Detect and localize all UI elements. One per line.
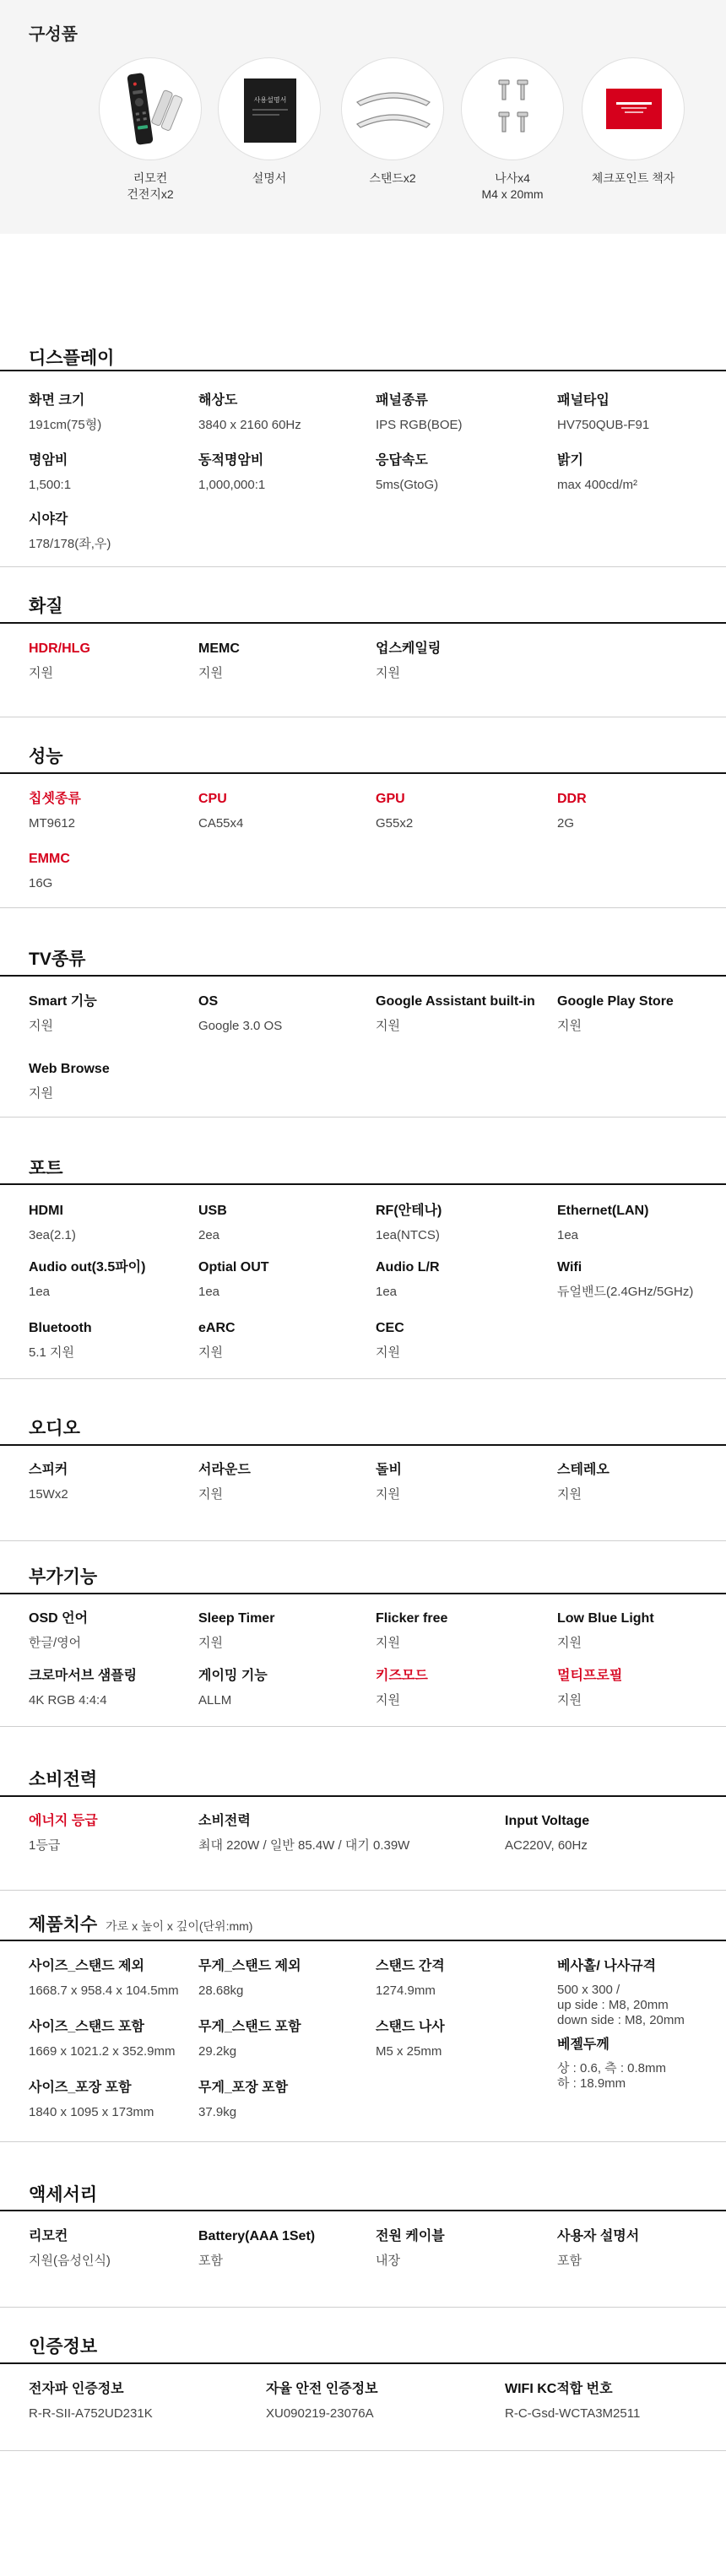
section-divider [0, 2210, 726, 2211]
spec-os [198, 993, 376, 1035]
ports-section [0, 1155, 726, 1379]
spec-label: 에너지 등급 [29, 1814, 98, 1828]
spec-osd-language [29, 1610, 206, 1652]
spec-label: RF(안테나) [376, 1204, 442, 1218]
spec-value: 지원 [376, 1693, 400, 1707]
spec-label: 사이즈_스탠드 포함 [29, 2020, 144, 2034]
spec-label: 사용자 설명서 [557, 2229, 640, 2243]
spec-wifi [557, 1259, 726, 1301]
spec-dolby [376, 1462, 553, 1503]
spec-value: 1,000,000:1 [198, 478, 266, 492]
spec-label: Ethernet(LAN) [557, 1204, 649, 1218]
tv-type-title: TV종류 [29, 950, 86, 969]
spec-label: Audio L/R [376, 1260, 440, 1274]
spec-size-packed [29, 2080, 206, 2121]
spec-value: 상 : 0.6, 측 : 0.8mm 하 : 18.9mm [557, 2061, 667, 2091]
spec-value: Google 3.0 OS [198, 1019, 283, 1033]
spec-emc-cert [29, 2381, 206, 2422]
spec-value: 191cm(75형) [29, 418, 102, 432]
spec-label: OSD 언어 [29, 1611, 89, 1626]
spec-value: 28.68kg [198, 1983, 244, 1998]
spec-label: 무게_스탠드 제외 [198, 1959, 301, 1973]
spec-label: USB [198, 1204, 227, 1218]
spec-value: 지원 [198, 1487, 223, 1502]
audio-section [0, 1415, 726, 1541]
spec-label: Google Assistant built-in [376, 994, 535, 1009]
spec-remote [29, 2228, 206, 2270]
spec-value: 지원 [557, 1693, 582, 1707]
spec-wifi-kc [505, 2381, 682, 2422]
spec-label: 패널종류 [376, 393, 428, 408]
spec-value: 지원 [376, 1636, 400, 1650]
component-remote [83, 57, 218, 203]
section-divider [0, 1117, 726, 1118]
spec-label: 스탠드 간격 [376, 1959, 445, 1973]
spec-label: Audio out(3.5파이) [29, 1260, 146, 1274]
spec-label: 멀티프로필 [557, 1669, 623, 1683]
spec-weight-with-stand [198, 2019, 376, 2060]
manual-cover-text: 사용설명서 [253, 96, 287, 104]
spec-memc [198, 641, 376, 682]
spec-sleep-timer [198, 1610, 376, 1652]
spec-value: 1,500:1 [29, 478, 72, 492]
spec-power-cable [376, 2228, 553, 2270]
spec-label: Smart 기능 [29, 994, 97, 1009]
stand-icon [341, 57, 444, 160]
spec-label: 명암비 [29, 453, 68, 468]
spec-size-no-stand [29, 1958, 206, 2000]
extra-section [0, 1563, 726, 1727]
certification-section [0, 2333, 726, 2451]
spec-value: 1ea [198, 1285, 220, 1299]
spec-value: 1등급 [29, 1838, 61, 1853]
section-divider [0, 1183, 726, 1185]
section-divider [0, 1795, 726, 1797]
spec-label: 무게_포장 포함 [198, 2081, 289, 2095]
spec-label: 크로마서브 샘플링 [29, 1669, 138, 1683]
spec-value: 최대 220W / 일반 85.4W / 대기 0.39W [198, 1838, 410, 1853]
spec-gpu [376, 791, 553, 832]
spec-hdr [29, 641, 206, 682]
spec-label: EMMC [29, 852, 70, 866]
spec-earc [198, 1320, 376, 1361]
picture-section [0, 593, 726, 717]
spec-label: Sleep Timer [198, 1611, 275, 1626]
spec-value: 지원 [557, 1019, 582, 1033]
spec-value: 1ea [29, 1285, 51, 1299]
spec-vesa [557, 1958, 726, 2028]
spec-value: 지원 [29, 1019, 53, 1033]
spec-label: GPU [376, 792, 405, 806]
component-booklet [566, 57, 701, 187]
dimensions-title-text: 제품치수 [29, 1915, 98, 1935]
spec-value: MT9612 [29, 816, 76, 831]
spec-label: 업스케일링 [376, 641, 442, 656]
spec-cec [376, 1320, 553, 1361]
spec-value: 16G [29, 876, 53, 890]
display-section [0, 344, 726, 567]
spec-label: 키즈모드 [376, 1669, 428, 1683]
spec-chroma-subsampling [29, 1668, 206, 1709]
spec-panel-type [557, 392, 726, 434]
spec-label: 스탠드 나사 [376, 2020, 445, 2034]
remote-icon [99, 57, 202, 160]
spec-audio-lr [376, 1259, 553, 1301]
section-divider [0, 2362, 726, 2364]
spec-label: 밝기 [557, 453, 583, 468]
spec-speaker [29, 1462, 206, 1503]
spec-value: R-R-SII-A752UD231K [29, 2406, 153, 2421]
power-title: 소비전력 [29, 1770, 98, 1789]
component-label: 리모컨 [133, 171, 168, 185]
spec-viewing-angle [29, 511, 206, 553]
spec-value: G55x2 [376, 816, 414, 831]
tv-type-section [0, 945, 726, 1118]
component-manual [202, 57, 337, 187]
spec-value: 2ea [198, 1228, 220, 1242]
spec-value: 지원 [376, 666, 400, 680]
spec-label: Web Browse [29, 1062, 110, 1076]
section-divider [0, 1726, 726, 1727]
spec-label: 자율 안전 인증정보 [266, 2382, 378, 2396]
section-divider [0, 772, 726, 774]
spec-label: 전원 케이블 [376, 2229, 445, 2243]
section-divider [0, 1940, 726, 1941]
spec-label: 화면 크기 [29, 393, 85, 408]
screw-icon [461, 57, 564, 160]
section-divider [0, 1378, 726, 1379]
spec-value: XU090219-23076A [266, 2406, 374, 2421]
spec-label: OS [198, 994, 219, 1009]
component-label-sub: M4 x 20mm [481, 187, 544, 201]
spec-label: 사이즈_포장 포함 [29, 2081, 132, 2095]
spec-value: 지원 [557, 1487, 582, 1502]
spec-label: 서라운드 [198, 1463, 251, 1477]
spec-value: 15Wx2 [29, 1487, 68, 1502]
spec-label: CPU [198, 792, 227, 806]
performance-title: 성능 [29, 747, 63, 766]
section-divider [0, 907, 726, 908]
extra-title: 부가기능 [29, 1567, 98, 1587]
spec-label: 소비전력 [198, 1814, 251, 1828]
spec-screen-size [29, 392, 206, 434]
section-divider [0, 2141, 726, 2142]
spec-optical-out [198, 1259, 376, 1301]
component-label: 스탠드x2 [369, 171, 416, 185]
spec-cpu [198, 791, 376, 832]
spec-label: 스피커 [29, 1463, 68, 1477]
spec-label: 베젤두께 [557, 2038, 610, 2052]
spec-rf [376, 1203, 553, 1244]
spec-label: MEMC [198, 641, 240, 656]
accessories-title: 액세서리 [29, 2185, 98, 2205]
certification-title: 인증정보 [29, 2337, 98, 2357]
spec-value: AC220V, 60Hz [505, 1838, 588, 1853]
spec-label: 베사홀/ 나사규격 [557, 1959, 657, 1973]
spec-value: 한글/영어 [29, 1636, 82, 1650]
component-stand [325, 57, 460, 187]
power-section [0, 1766, 726, 1891]
spec-label: 무게_스탠드 포함 [198, 2020, 301, 2034]
spec-panel-kind [376, 392, 553, 434]
spec-upscaling [376, 641, 553, 682]
spec-value: 지원 [557, 1636, 582, 1650]
spec-stereo [557, 1462, 726, 1503]
spec-input-voltage [505, 1813, 682, 1854]
spec-value: 37.9kg [198, 2105, 237, 2119]
spec-label: 시야각 [29, 512, 68, 527]
spec-play-store [557, 993, 726, 1035]
spec-label: DDR [557, 792, 587, 806]
accessories-section [0, 2181, 726, 2308]
spec-value: CA55x4 [198, 816, 244, 831]
spec-bluetooth [29, 1320, 206, 1361]
picture-title: 화질 [29, 597, 63, 616]
spec-value: 내장 [376, 2254, 400, 2268]
spec-value: 1668.7 x 958.4 x 104.5mm [29, 1983, 179, 1998]
spec-battery [198, 2228, 376, 2270]
spec-label: 동적명암비 [198, 453, 264, 468]
components-title: 구성품 [29, 25, 78, 44]
dimensions-title [29, 1911, 252, 1936]
spec-label: Low Blue Light [557, 1611, 654, 1626]
spec-label: CEC [376, 1321, 404, 1335]
spec-web-browse [29, 1061, 206, 1102]
component-label: 나사x4 [495, 171, 530, 185]
spec-value: 지원 [376, 1019, 400, 1033]
spec-value: 1840 x 1095 x 173mm [29, 2105, 154, 2119]
spec-label: 스테레오 [557, 1463, 610, 1477]
spec-value: 1ea [376, 1285, 398, 1299]
spec-ddr [557, 791, 726, 832]
spec-value: 5ms(GtoG) [376, 478, 439, 492]
section-divider [0, 1540, 726, 1541]
spec-value: 1669 x 1021.2 x 352.9mm [29, 2044, 176, 2059]
component-label: 설명서 [252, 171, 287, 185]
spec-emmc [29, 851, 206, 892]
spec-usb [198, 1203, 376, 1244]
spec-value: 지원 [376, 1487, 400, 1502]
component-screws [445, 57, 580, 203]
spec-label: Wifi [557, 1260, 582, 1274]
spec-value: 지원 [198, 1345, 223, 1360]
spec-label: 패널타입 [557, 393, 610, 408]
spec-value: 지원 [198, 1636, 223, 1650]
spec-label: 해상도 [198, 393, 238, 408]
spec-safety-cert [266, 2381, 443, 2422]
spec-label: WIFI KC적합 번호 [505, 2382, 613, 2396]
spec-gaming [198, 1668, 376, 1709]
spec-bezel [557, 2037, 726, 2092]
section-divider [0, 975, 726, 977]
spec-contrast [29, 452, 206, 494]
spec-value: 지원 [29, 666, 53, 680]
section-divider [0, 622, 726, 624]
spec-label: 리모컨 [29, 2229, 68, 2243]
section-divider [0, 370, 726, 371]
spec-label: Optial OUT [198, 1260, 269, 1274]
spec-value: 1ea(NTCS) [376, 1228, 440, 1242]
spec-label: HDMI [29, 1204, 63, 1218]
section-divider [0, 566, 726, 567]
spec-value: 지원 [376, 1345, 400, 1360]
spec-response-time [376, 452, 553, 494]
spec-label: 돌비 [376, 1463, 402, 1477]
spec-stand-screw [376, 2019, 553, 2060]
spec-hdmi [29, 1203, 206, 1244]
spec-value: 3840 x 2160 60Hz [198, 418, 301, 432]
section-divider [0, 2307, 726, 2308]
spec-value: 1274.9mm [376, 1983, 436, 1998]
spec-label: 전자파 인증정보 [29, 2382, 124, 2396]
spec-power-consumption [198, 1813, 485, 1854]
spec-ethernet [557, 1203, 726, 1244]
section-divider [0, 1593, 726, 1594]
spec-value: 178/178(좌,우) [29, 537, 111, 551]
spec-user-manual [557, 2228, 726, 2270]
spec-label: eARC [198, 1321, 236, 1335]
spec-smart [29, 993, 206, 1035]
spec-flicker-free [376, 1610, 553, 1652]
spec-label: 칩셋종류 [29, 792, 81, 806]
spec-weight-packed [198, 2080, 376, 2121]
spec-value: 29.2kg [198, 2044, 237, 2059]
spec-chipset [29, 791, 206, 832]
spec-kids-mode [376, 1668, 553, 1709]
component-label-sub: 건전지x2 [127, 187, 174, 201]
spec-value: IPS RGB(BOE) [376, 418, 463, 432]
spec-label: Flicker free [376, 1611, 448, 1626]
spec-energy-grade [29, 1813, 206, 1854]
spec-value: 5.1 지원 [29, 1345, 74, 1360]
spec-value: 500 x 300 / up side : M8, 20mm down side : M8, 20mm [557, 1983, 685, 2027]
spec-value: 4K RGB 4:4:4 [29, 1693, 107, 1707]
spec-size-with-stand [29, 2019, 206, 2060]
spec-label: Battery(AAA 1Set) [198, 2229, 316, 2243]
spec-value: 1ea [557, 1228, 579, 1242]
section-divider [0, 1444, 726, 1446]
spec-label: HDR/HLG [29, 641, 90, 656]
spec-low-blue-light [557, 1610, 726, 1652]
spec-value: HV750QUB-F91 [557, 418, 650, 432]
spec-label: 사이즈_스탠드 제외 [29, 1959, 144, 1973]
spec-value: ALLM [198, 1693, 232, 1707]
dimensions-section [0, 1911, 726, 2142]
spec-label: Bluetooth [29, 1321, 92, 1335]
spec-multi-profile [557, 1668, 726, 1709]
spec-audio-out [29, 1259, 206, 1301]
section-divider [0, 1890, 726, 1891]
spec-surround [198, 1462, 376, 1503]
manual-icon [218, 57, 321, 160]
spec-value: 포함 [198, 2254, 223, 2268]
performance-section [0, 743, 726, 908]
spec-value: 포함 [557, 2254, 582, 2268]
spec-label: Google Play Store [557, 994, 674, 1009]
display-title: 디스플레이 [29, 349, 115, 368]
ports-title: 포트 [29, 1159, 63, 1178]
spec-value: M5 x 25mm [376, 2044, 442, 2059]
spec-label: 응답속도 [376, 453, 428, 468]
dimensions-subtitle: 가로 x 높이 x 깊이(단위:mm) [106, 1919, 253, 1933]
audio-title: 오디오 [29, 1419, 80, 1438]
spec-label: 게이밍 기능 [198, 1669, 268, 1683]
spec-value: 지원 [29, 1086, 53, 1101]
spec-dynamic-contrast [198, 452, 376, 494]
component-label: 체크포인트 책자 [591, 171, 675, 185]
booklet-icon [582, 57, 685, 160]
spec-google-assistant [376, 993, 553, 1035]
spec-value: max 400cd/m² [557, 478, 638, 492]
spec-stand-gap [376, 1958, 553, 2000]
spec-label: Input Voltage [505, 1814, 590, 1828]
spec-value: 듀얼밴드(2.4GHz/5GHz) [557, 1285, 694, 1299]
spec-resolution [198, 392, 376, 434]
spec-weight-no-stand [198, 1958, 376, 2000]
spec-value: 지원(음성인식) [29, 2254, 111, 2268]
spec-value: 3ea(2.1) [29, 1228, 76, 1242]
spec-brightness [557, 452, 726, 494]
spec-value: 2G [557, 816, 575, 831]
components-section [0, 0, 726, 234]
spec-value: R-C-Gsd-WCTA3M2511 [505, 2406, 641, 2421]
section-divider [0, 2450, 726, 2451]
spec-value: 지원 [198, 666, 223, 680]
